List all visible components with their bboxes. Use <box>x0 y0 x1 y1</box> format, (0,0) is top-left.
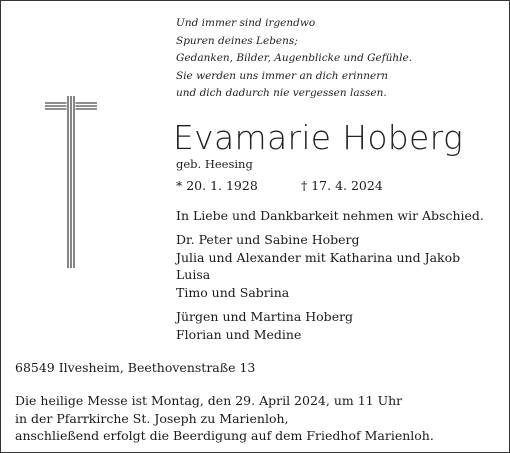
mourner-line: Luisa <box>176 267 211 282</box>
family-address: 68549 Ilvesheim, Beethovenstraße 13 <box>15 360 256 375</box>
mourner-line: Julia und Alexander mit Katharina und Jakob <box>176 249 461 265</box>
mourners-list <box>176 231 460 343</box>
notice-line: Die heilige Messe ist Montag, den 29. April 2024, um 11 Uhr <box>15 393 403 408</box>
latin-cross-icon <box>45 96 97 268</box>
notice-line: anschließend erfolgt die Beerdigung auf dem Friedhof Marienloh. <box>15 428 434 443</box>
funeral-service-notice <box>15 392 434 445</box>
memorial-poem <box>176 15 412 103</box>
deceased-name: Evamarie Hoberg <box>173 118 464 157</box>
notice-line: in der Pfarrkirche St. Joseph zu Marienloh, <box>15 410 289 426</box>
death-date: † 17. 4. 2024 <box>301 178 383 193</box>
farewell-text: In Liebe und Dankbarkeit nehmen wir Abschied. <box>176 208 484 223</box>
poem-line: Gedanken, Bilder, Augenblicke und Gefühle. <box>176 52 413 64</box>
poem-line: und dich dadurch nie vergessen lassen. <box>176 87 387 99</box>
mourner-line: Florian und Medine <box>176 326 302 342</box>
mourner-line: Jürgen und Martina Hoberg <box>176 309 354 324</box>
poem-line: Und immer sind irgendwo <box>176 17 316 29</box>
maiden-name: geb. Heesing <box>176 157 253 171</box>
poem-line: Spuren deines Lebens; <box>176 34 298 47</box>
mourner-line: Dr. Peter und Sabine Hoberg <box>176 232 360 247</box>
mourner-line: Timo und Sabrina <box>176 284 290 300</box>
birth-date: * 20. 1. 1928 <box>176 178 258 193</box>
poem-line: Sie werden uns immer an dich erinnern <box>176 69 388 82</box>
